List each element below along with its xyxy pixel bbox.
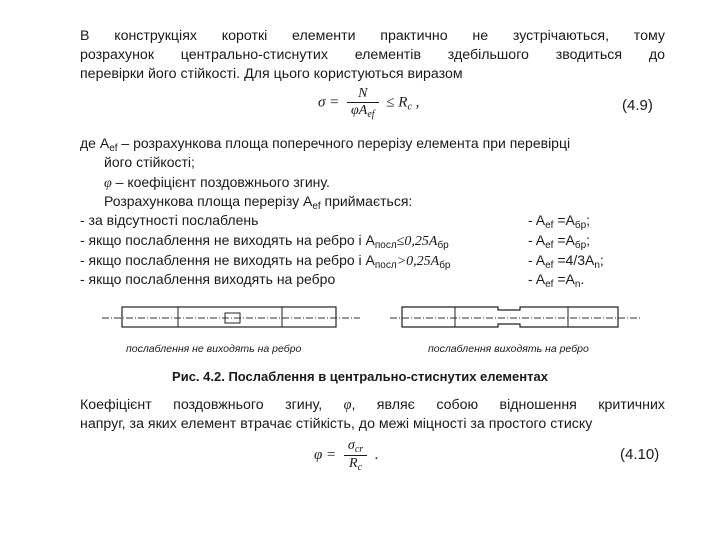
case-3-r-a: - A (528, 252, 546, 268)
def-aef-line (80, 135, 665, 154)
eq2-lhs: φ = (314, 446, 337, 463)
case-2-l-tail: ≤0,25A (396, 234, 438, 249)
case-3-l-a: - якщо послаблення не виходять на ребро і A (80, 252, 375, 268)
case-2-r-tail: =A (553, 232, 575, 248)
case-3-left (80, 252, 450, 271)
case-3-r-sub: ef (545, 260, 554, 271)
element-edge-notch-drawing (390, 307, 640, 327)
eq2-numerator (344, 438, 367, 456)
intro-line-2: розрахунок центрально-стиснутих елементів здебільшого зводиться до (80, 47, 665, 63)
eq2-den-sub: c (357, 462, 363, 473)
case-3-l-tail-sub: бр (439, 260, 451, 271)
eq2-denominator (344, 456, 367, 473)
def-aef-line-2: його стійкості; (104, 154, 195, 170)
figure-title: Рис. 4.2. Послаблення в центрально-стиснутих елементах (172, 369, 548, 384)
case-2-r-tail-sub: бр (574, 240, 587, 251)
case-2-l-tail-sub: бр (437, 240, 449, 251)
eq1-fraction (347, 86, 379, 120)
intro-paragraph (80, 27, 665, 84)
case-1-left: - за відсутності послаблень (80, 212, 259, 228)
intro-line-3: перевірки його стійкості. Для цього користуються виразом (80, 66, 463, 82)
case-3-l-sub: посл (374, 260, 397, 271)
case-2-r-a: - A (528, 232, 546, 248)
case-2-l-sub: посл (374, 240, 397, 251)
caption-edge-weakening: послаблення виходять на ребро (428, 343, 589, 355)
eq2-num-sigma: σ (347, 438, 355, 453)
area-intro-text: Розрахункова площа перерізу A (104, 193, 313, 209)
case-3-r-tail-sub: n (594, 260, 600, 271)
phi-line-1-a: Коефіцієнт поздовжнього згину, (80, 397, 344, 413)
eq1-numerator: N (347, 86, 379, 103)
eq1-rel-sub: c (407, 101, 412, 113)
phi-symbol: φ (104, 176, 112, 191)
eq2-tail: . (374, 446, 379, 463)
case-1-r-end: ; (586, 212, 591, 228)
eq1-tail: , (415, 94, 420, 111)
case-3-right (528, 252, 604, 271)
def-phi-text: – коефіцієнт поздовжнього згину. (111, 174, 330, 190)
eq1-relation: ≤ R (386, 94, 408, 111)
phi-line-1-symbol: φ (343, 397, 352, 413)
phi-line-1-b: , являє собою відношення критичних (351, 397, 665, 413)
case-4-r-tail-sub: n (574, 279, 581, 290)
area-intro-sub: ef (312, 201, 321, 212)
case-1-r-tail-sub: бр (574, 220, 587, 231)
eq1-lhs: σ = (318, 94, 340, 111)
case-1-right (528, 212, 590, 231)
eq1-den-phi: φA (351, 103, 368, 118)
phi-paragraph (80, 396, 665, 434)
case-1-r-tail: =A (553, 212, 575, 228)
eq2-fraction (344, 438, 367, 473)
eq2-den-r: R (349, 456, 358, 471)
area-intro-tail: приймається: (320, 193, 413, 209)
weakening-figure (0, 298, 720, 338)
case-4-r-sub: ef (545, 279, 554, 290)
phi-line-2: напруг, за яких елемент втрачає стійкість, до межі міцності за простого стиску (80, 416, 593, 432)
case-4-right (528, 271, 584, 290)
case-1-r-sub: ef (545, 220, 554, 231)
eq1-denominator (347, 103, 379, 120)
case-3-r-tail: =4/3A (553, 252, 595, 268)
equation-4-10 (314, 438, 379, 473)
case-3-l-tail: >0,25A (396, 254, 440, 269)
area-intro-line (104, 193, 412, 212)
caption-internal-weakening: послаблення не виходять на ребро (126, 343, 302, 355)
case-4-r-tail: =A (553, 271, 575, 287)
eq1-den-sub: ef (367, 109, 375, 120)
equation-number-4-10: (4.10) (620, 446, 660, 463)
case-2-left (80, 232, 449, 251)
intro-line-1: В конструкціях короткі елементи практично не зустрічаються, тому (80, 28, 665, 44)
def-aef-sub: ef (109, 143, 118, 154)
case-2-r-sub: ef (545, 240, 554, 251)
case-1-r-a: - A (528, 212, 546, 228)
case-4-r-a: - A (528, 271, 546, 287)
case-2-right (528, 232, 590, 251)
def-aef-prefix: де A (80, 135, 110, 151)
case-4-r-end: . (580, 271, 585, 287)
equation-number-4-9: (4.9) (622, 97, 653, 114)
def-phi-line (104, 174, 330, 192)
equation-4-9 (318, 86, 419, 120)
case-3-r-end: ; (599, 252, 604, 268)
eq2-num-sub: cr (354, 444, 364, 455)
def-aef-text: – розрахункова площа поперечного перерізу елемента при перевірці (117, 135, 571, 151)
phi-line-1 (80, 396, 665, 415)
case-2-r-end: ; (586, 232, 591, 248)
case-4-left: - якщо послаблення виходять на ребро (80, 271, 336, 287)
element-internal-hole-drawing (102, 307, 360, 327)
case-2-l-a: - якщо послаблення не виходять на ребро і A (80, 232, 375, 248)
